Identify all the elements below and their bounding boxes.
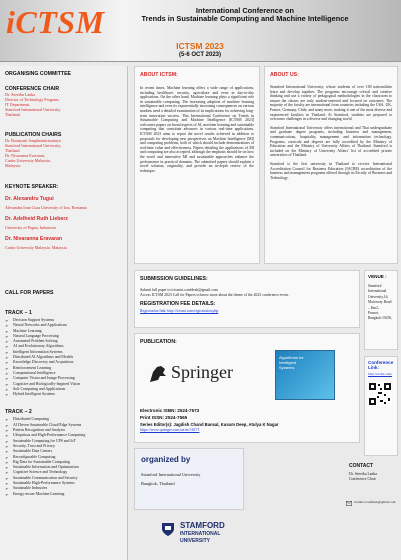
publication-heading: PUBLICATION: [140,339,177,345]
track2-list [5,417,125,496]
pub-chair-line: Dr. Nivaranna Eravaran, [5,153,46,158]
chair-line: Thailand. [5,112,21,117]
about-us-p1: Stamford International University, whose students of over 100 nationalities learn and develop together. The programs encourage critical and creative thinking and use a variety of pedagogical methodologies in the classroom to ensure the classes are truly student-centered and focused on outcomes. The majority of the faculty are international from countries including the USA, UK, France, Germany, Chile, and many more, making it one of the most diverse and experienced faculties in Thailand. At Stamford, students are prepared to overcome challenges in a diverse and changing world. [270,85,392,122]
organized-panel [134,448,244,510]
about-ictsm-panel [134,66,260,264]
chair-line: Dr. Seeeika Lanka [5,92,36,97]
conference-chair-block [5,86,125,117]
chair-line: Director of Technology Program, [5,97,60,102]
springer-horse-icon [147,364,169,384]
organized-line: Stamford International University [141,472,201,477]
conference-link-panel [364,356,398,456]
venue-heading: VENUE : [368,274,387,279]
track2-item: ➢ Energy-aware Machine Learning [5,492,125,497]
conference-title: ICTSM 2023 [176,41,224,51]
left-column [0,66,128,560]
keynote-block [5,184,125,250]
contact-panel [346,460,398,520]
stamford-shield-icon [160,521,176,537]
track1-item: ➢ Natural Language Processing [5,334,125,339]
track2-item: ➢ Big Data for Sustainable Computing [5,460,125,465]
pub-chair-line: Thailand [5,148,20,153]
organizing-committee [5,71,125,77]
keynote-speaker-aff: Alexandru Ioan Cuza University of Iasi, Romania [5,205,87,210]
keynote-speaker-aff: Curtin University Malaysia, Malaysia [5,245,67,250]
publication-chairs-heading: PUBLICATION CHAIRS [5,132,62,138]
track1-item: ➢ Distributed AI Algorithms and Models [5,355,125,360]
track2-heading: TRACK – 2 [5,409,32,416]
keynote-speaker-name: Dr. Nivaranna Eravaran [5,236,63,242]
stamford-line2: INTERNATIONAL [180,531,221,537]
book-cover [275,350,335,400]
track2-item: ➢ Cognitive Science and Technology [5,470,125,475]
track1-item: ➢ AI and Evolutionary Algorithms [5,344,125,349]
venue-line: Prawet, [368,311,379,316]
track1-item: ➢ Intelligent Information Systems [5,350,125,355]
track1-item: ➢ Machine Learning [5,329,125,334]
keynote-speaker-name: Dr. Alexandru Tugui [5,196,54,202]
chair-line: Stamford International University [5,107,61,112]
publication-panel [134,333,360,443]
conference-link-heading: Conference Link: [368,360,394,370]
publication-chairs-block [5,132,125,168]
track1-item: ➢ Soft Computing and Applications [5,387,125,392]
track2-item: ➢ Sustainable Industries [5,486,125,491]
track2-item: ➢ Ubiquitous and High-Performance Computing [5,433,125,438]
pisbn: Print ISSN: 2524-7565 [140,415,188,420]
header-banner [0,0,401,62]
keynote-speaker-aff: University of Papua, Indonesia [5,225,56,230]
qr-code-icon [368,382,392,406]
track2-item: ➢ Distributed Computing [5,417,125,422]
track2-item: ➢ Security, Trust and Privacy [5,444,125,449]
contact-heading: CONTACT [349,463,374,469]
pub-chair-line: Dr. Boonyarit Sanpharintrarattaya [5,138,61,143]
about-ictsm-body: In recent times, Machine learning offers a wide range of applications, including healthcare, security, agriculture and even in day-to-day applications. On the other hand, Machine learning plays a significant role in sustainable computing. The increasing adoption of machine learning intelligence and even its exponentially increasing consequences on various markets need a detailed examination of its implications for achieving long-term innovation success. This International Conference on Trends in Sustainable Computing and Machine Intelligence [ICTSM 2023] welcomes papers on broad aspects of AI, machine learning and sustainable computing that constitute advances in various real-time applications. ICTSM 2023 aims to report the novel results achieved in addition to proposals for developing new perspectives on Machine Intelligence [MI] and computing problems, both of which should include demonstrations of real-time value and effectiveness. Papers detailing the applications of MI and computing are also accepted, although the emphasis should be on how the novel and innovative MI and sustainable approaches enhance the performance in practical domains. The submitted papers should explain a novel solution, originality, and provide an in-depth review of the technique. [140,86,254,173]
track2-item: ➢ Sustainable Communication and Security [5,476,125,481]
track1-heading: TRACK – 1 [5,310,32,316]
keynote-heading: KEYNOTE SPEAKER: [5,184,59,190]
submission-panel [134,270,360,328]
stamford-logo [160,513,270,557]
about-us-p3: Stamford is the first university in Thailand to receive International Accreditation Council for Business Education (IACBE) accreditation of the business and management programs offered through its Faculty of Business and Technology. [270,161,392,180]
venue-panel [364,270,398,350]
track2-item: ➢ Sustainable Computing for CPS and IoT [5,439,125,444]
venue-line: University,16, [368,294,389,299]
track1-item: ➢ Decision Support Systems [5,318,125,323]
conference-dates: (5-6 OCT 2023) [178,52,221,58]
registration-heading: REGISTRATION FEE DETAILS: [140,301,216,308]
springer-logo [147,364,169,389]
about-us-heading: ABOUT US: [270,72,299,78]
call-for-papers [5,290,125,497]
track2-item: ➢ AI Driven Sustainable Cloud/Edge Systems [5,423,125,428]
track1-item: ➢ Reinforcement Learning [5,366,125,371]
track2-item: ➢ Sustainable High-Performance Systems [5,481,125,486]
submission-heading: SUBMISSION GUIDELINES: [140,276,208,282]
venue-line: Stamford International [368,284,387,294]
keynote-speaker-name: Dr. Adelheid Ruth Lieberz [5,216,68,222]
book-line: Algorithms for [279,355,304,360]
stamford-line3: UNIVERSITY [180,538,211,544]
track1-item: ➢ Neural Networks and Applications [5,323,125,328]
pub-chair-line: Malaysia. [5,163,22,168]
stamford-line1: STAMFORD [180,521,225,530]
organized-line: Bangkok, Thailand [141,481,175,486]
about-us-panel [264,66,398,264]
organized-heading: organized by [141,455,191,464]
springer-wordmark: Springer [171,362,233,382]
series-editors: Series Editor(s): Jagdish Chand Bansal, Kusum Deep, Atulya K Nagar [140,422,279,427]
conference-intl: International Conference on [195,6,295,15]
pub-chair-line: Stamford International University, [5,143,62,148]
organizing-heading: ORGANISING COMMITTEE [5,71,71,77]
track2-item: ➢ Pattern Recognition and Analysis [5,428,125,433]
book-line: Intelligent [279,360,297,365]
conference-name: Trends in Sustainable Computing and Machine Intelligence [141,14,349,23]
about-us-p2: Stamford International University offers international and Thai undergraduate and graduate degree programs, including business and management, communications, hospitality management and information technology. Programs, curricula and degrees are fully accredited by the Ministry of Education and the Ministry of University Affairs of Thailand. Stamford is included on the Ministry of University Affairs' list of accredited private universities of Thailand. [270,125,392,158]
eisbn: Electronic ISBN: 2524-7573 [140,408,200,413]
conference-brand: iCTSM [6,4,105,40]
venue-line: Bangkok-10250, [368,316,393,321]
series-link[interactable]: https://www.springer.com/series/16171 [140,428,200,432]
contact-name: Dr. Seeeika Lanka [349,472,377,476]
track1-list [5,318,125,397]
track1-item: ➢ Computer Vision and Image Processing [5,376,125,381]
book-line: Systems [279,365,295,370]
mail-icon [346,501,352,506]
about-ictsm-heading: ABOUT ICTSM: [140,72,178,78]
conference-chair-heading: CONFERENCE CHAIR [5,86,60,92]
track1-item: ➢ Cognitive and Biologically-Inspired Vision [5,382,125,387]
contact-role: Conference Chair [349,477,376,481]
venue-line: Motorway Road – Km2, [368,300,392,310]
contact-email[interactable]: ictsmict.confdesk@gmail.com [354,500,396,504]
chair-line: IT Department, [5,102,31,107]
track2-item: ➢ Reconfigurable Computing [5,455,125,460]
track1-item: ➢ Hybrid Intelligent Systems [5,392,125,397]
cfp-heading: CALL FOR PAPERS [5,290,54,296]
submission-line2: Access ICTSM 2023 Call for Papers to know more about the theme of the 2023 conference event. [140,292,289,297]
submission-line1: Submit full paper to ictsmict.confdesk@gmail.com [140,288,218,292]
track2-item: ➢ Sustainable Data Centers [5,449,125,454]
track1-item: ➢ Automated Problem Solving [5,339,125,344]
track1-item: ➢ Computational Intelligence [5,371,125,376]
pub-chair-line: Curtin University Malaysia, [5,158,51,163]
registration-link[interactable]: Registration link: http://ictsmt.com/registration.php [140,309,219,314]
track1-item: ➢ Knowledge Discovery and Acquisition [5,360,125,365]
conference-link-url[interactable]: http://ictsmt.com/ [368,372,393,376]
track2-item: ➢ Sustainable Information and Optimization [5,465,125,470]
